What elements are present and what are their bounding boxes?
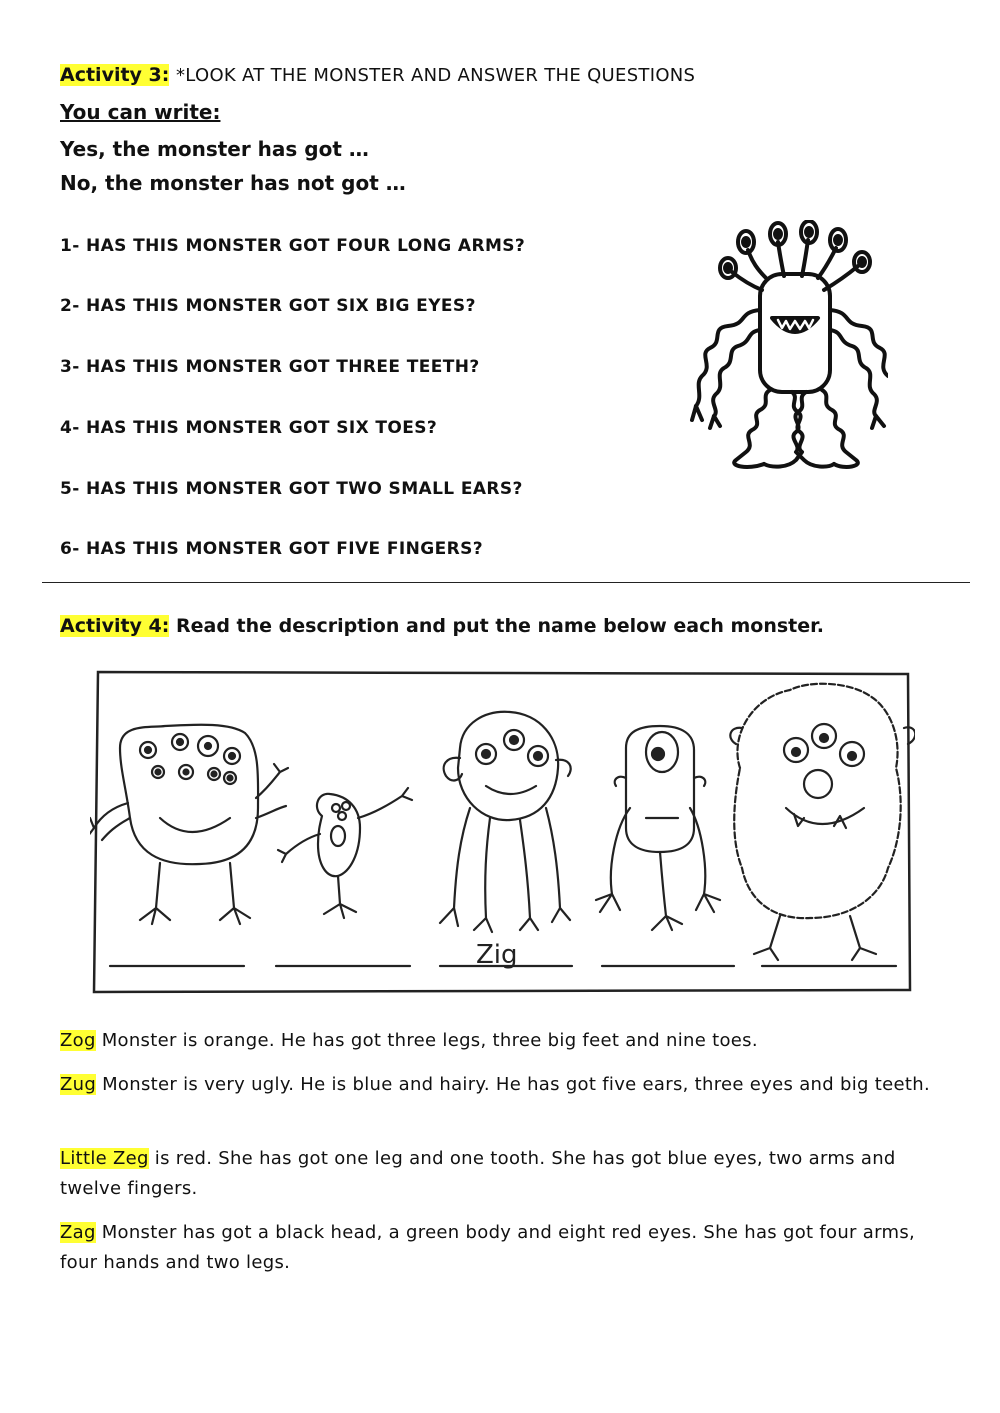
activity3-label: Activity 3: xyxy=(60,64,170,86)
question-4: 4- HAS THIS MONSTER GOT SIX TOES? xyxy=(60,418,438,438)
monster-illustration xyxy=(688,220,888,475)
description-4-name: Zag xyxy=(60,1222,96,1243)
question-6: 6- HAS THIS MONSTER GOT FIVE FINGERS? xyxy=(60,539,483,559)
description-4-text: Monster has got a black head, a green body and eight red eyes. She has got four arms, four hands and two legs. xyxy=(60,1222,916,1273)
activity3-heading xyxy=(60,64,695,86)
monster-one-eye xyxy=(596,726,720,930)
description-3 xyxy=(60,1144,940,1204)
question-1: 1- HAS THIS MONSTER GOT FOUR LONG ARMS? xyxy=(60,236,526,256)
section-divider xyxy=(42,582,970,583)
pattern-yes: Yes, the monster has got … xyxy=(60,137,369,161)
pattern-no: No, the monster has not got … xyxy=(60,171,406,195)
description-2-name: Zug xyxy=(60,1074,97,1095)
monster-zig-long-legs xyxy=(440,712,571,932)
description-3-name: Little Zeg xyxy=(60,1148,149,1169)
description-3-text: is red. She has got one leg and one tooth. She has got blue eyes, two arms and twelve fingers. xyxy=(60,1148,896,1199)
description-1-name: Zog xyxy=(60,1030,96,1051)
activity4-heading xyxy=(60,615,824,637)
activity4-label: Activity 4: xyxy=(60,615,170,637)
example-answer-zig: Zig xyxy=(476,940,518,970)
you-can-write: You can write: xyxy=(60,100,221,124)
monster-hairy xyxy=(730,684,915,960)
description-4 xyxy=(60,1218,940,1278)
monsters-lineup-illustration xyxy=(90,668,915,996)
description-1 xyxy=(60,1026,940,1056)
activity3-instruction: *LOOK AT THE MONSTER AND ANSWER THE QUESTIONS xyxy=(176,65,696,86)
activity4-instruction: Read the description and put the name below each monster. xyxy=(176,615,825,637)
question-2: 2- HAS THIS MONSTER GOT SIX BIG EYES? xyxy=(60,296,476,316)
question-3: 3- HAS THIS MONSTER GOT THREE TEETH? xyxy=(60,357,480,377)
description-2 xyxy=(60,1070,940,1100)
description-2-text: Monster is very ugly. He is blue and hairy. He has got five ears, three eyes and big teeth. xyxy=(96,1074,930,1095)
monster-small-one-leg xyxy=(278,788,412,918)
question-5: 5- HAS THIS MONSTER GOT TWO SMALL EARS? xyxy=(60,479,523,499)
monster-eight-eyes xyxy=(90,725,288,924)
description-1-text: Monster is orange. He has got three legs, three big feet and nine toes. xyxy=(95,1030,758,1051)
